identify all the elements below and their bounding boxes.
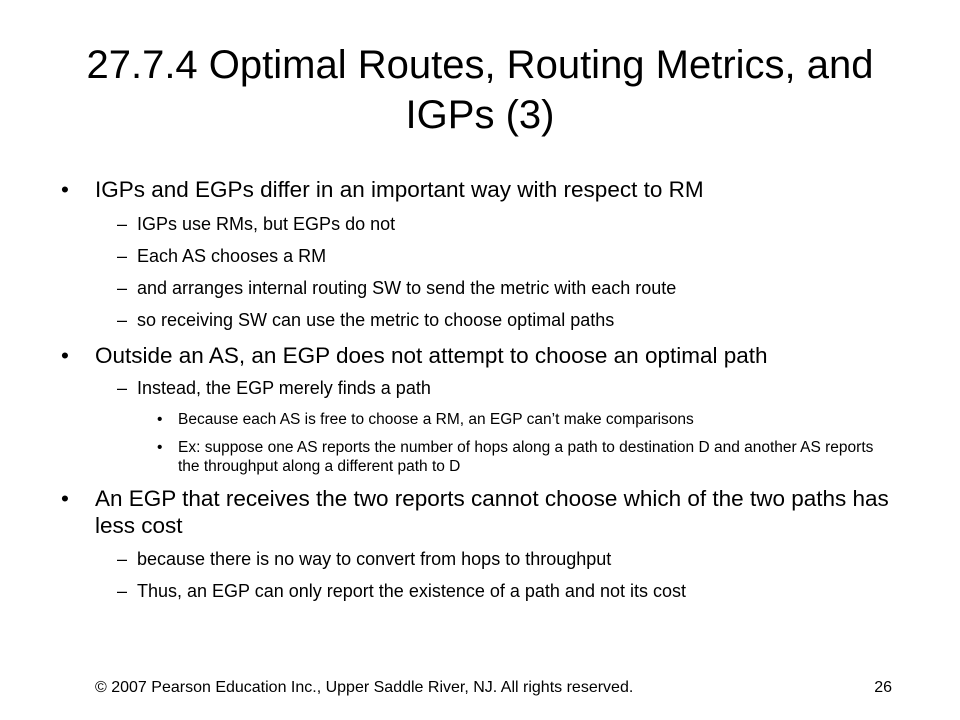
sub-bullet-item xyxy=(117,277,897,300)
sub-sub-bullet-item xyxy=(157,410,898,429)
sub-bullet-item xyxy=(117,309,897,332)
bullet-item xyxy=(61,176,895,203)
sub-sub-bullet-item xyxy=(157,438,898,476)
dash-marker: – xyxy=(117,549,128,569)
dash-marker: – xyxy=(117,581,128,601)
sub-sub-bullet-text: Because each AS is free to choose a RM, an EGP can’t make comparisons xyxy=(178,411,694,428)
dash-marker: – xyxy=(117,278,128,298)
sub-sub-bullet-text: Ex: suppose one AS reports the number of hops along a path to destination D and another AS reports the throughput along a different path to D xyxy=(178,439,874,475)
dash-marker: – xyxy=(117,310,128,330)
bullet-marker: • xyxy=(61,486,69,511)
bullet-text: Outside an AS, an EGP does not attempt to choose an optimal path xyxy=(95,343,768,368)
dash-marker: – xyxy=(117,378,128,398)
dash-marker: – xyxy=(117,246,128,266)
sub-bullet-item xyxy=(117,377,897,400)
bullet-marker: • xyxy=(61,177,69,202)
slide-content xyxy=(0,170,960,603)
bullet-text: IGPs and EGPs differ in an important way with respect to RM xyxy=(95,177,704,202)
bullet-marker: • xyxy=(61,343,69,368)
sub-bullet-text: because there is no way to convert from hops to throughput xyxy=(137,549,612,569)
copyright-footer: © 2007 Pearson Education Inc., Upper Saddle River, NJ. All rights reserved. xyxy=(95,679,634,696)
small-bullet-marker: • xyxy=(157,439,163,456)
page-number: 26 xyxy=(874,679,892,696)
sub-bullet-text: Instead, the EGP merely finds a path xyxy=(137,378,431,398)
slide-title: 27.7.4 Optimal Routes, Routing Metrics, and IGPs (3) xyxy=(86,43,874,137)
sub-bullet-text: and arranges internal routing SW to send the metric with each route xyxy=(137,278,677,298)
bullet-text: An EGP that receives the two reports cannot choose which of the two paths has less cost xyxy=(95,486,889,538)
sub-bullet-text: IGPs use RMs, but EGPs do not xyxy=(137,214,396,234)
sub-bullet-item xyxy=(117,213,897,236)
dash-marker: – xyxy=(117,214,128,234)
sub-bullet-text: Each AS chooses a RM xyxy=(137,246,327,266)
sub-bullet-text: Thus, an EGP can only report the existence of a path and not its cost xyxy=(137,581,686,601)
small-bullet-marker: • xyxy=(157,411,163,428)
sub-bullet-item xyxy=(117,245,897,268)
bullet-item xyxy=(61,485,895,539)
bullet-item xyxy=(61,342,895,369)
sub-bullet-text: so receiving SW can use the metric to choose optimal paths xyxy=(137,310,615,330)
sub-bullet-item xyxy=(117,580,897,603)
sub-bullet-item xyxy=(117,548,897,571)
